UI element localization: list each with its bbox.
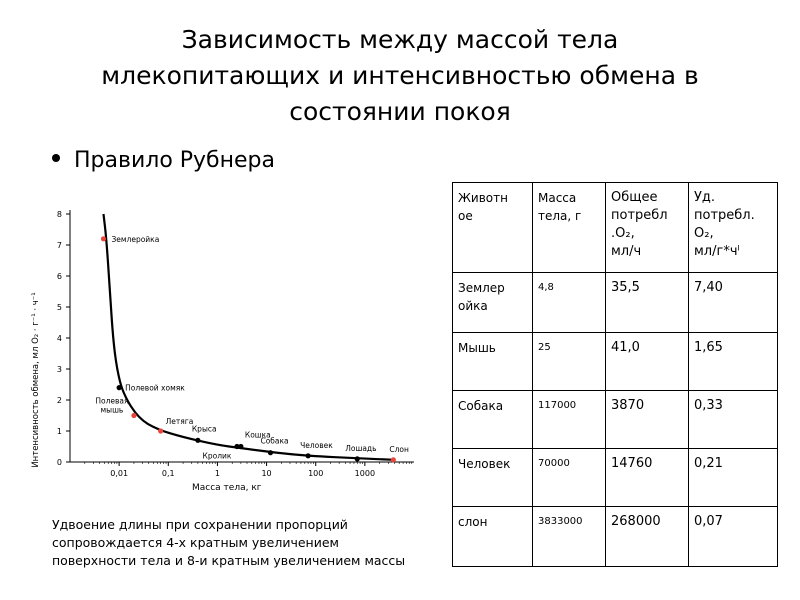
point-label: Слон [389,444,409,454]
data-point [268,450,273,455]
footnote-line-1: Удвоение длины при сохранении пропорций [52,517,348,532]
data-point [131,413,136,418]
point-label: Летяга [165,417,194,426]
header-specific-o2: Уд. потребл. O₂, мл/г*чˡ [689,183,778,273]
cell-animal: Землер ойка [453,273,533,333]
cell-specific: 0,07 [689,507,778,567]
x-tick-label: 0,01 [110,469,129,478]
table-row [453,507,778,567]
y-axis-label: Интенсивность обмена, мл O₂ · г⁻¹ · ч⁻¹ [31,292,41,468]
footnote-line-2: сопровождается 4-х кратным увеличением [52,535,339,550]
footnote [52,516,452,570]
point-label: Кролик [202,451,232,461]
cell-mass: 3833000 [533,507,606,567]
chart-axes [70,210,414,462]
point-label: Полевая [95,396,129,406]
title-line-2: млекопитающих и интенсивностью обмена в [101,61,699,90]
cell-animal: слон [453,507,533,567]
point-label: Крыса [191,424,217,434]
point-label: Собака [260,436,289,446]
x-tick-label: 1 [214,469,220,478]
title-line-3: состоянии покоя [289,97,511,126]
x-tick-label: 10 [261,469,272,478]
y-tick-label: 3 [56,365,62,374]
footnote-line-3: поверхности тела и 8-и кратным увеличением массы [52,553,406,568]
chart-point-labels [95,235,409,461]
x-tick-label: 1000 [354,469,376,478]
cell-mass: 117000 [533,391,606,449]
header-mass: Масса тела, г [533,183,606,273]
table-row [453,333,778,391]
table-header-row [453,183,778,273]
cell-total: 41,0 [606,333,689,391]
table-row [453,273,778,333]
cell-specific: 0,33 [689,391,778,449]
bullet-item [52,146,275,176]
metabolism-curve [103,214,394,460]
data-point [238,444,243,449]
cell-specific: 0,21 [689,449,778,507]
cell-total: 3870 [606,391,689,449]
cell-total: 268000 [606,507,689,567]
cell-total: 35,5 [606,273,689,333]
data-point [195,438,200,443]
point-label: мышь [100,405,124,415]
cell-animal: Собака [453,391,533,449]
point-label: Кошка [244,430,271,440]
y-tick-label: 6 [56,272,62,281]
bullet-dot-icon [52,154,60,162]
y-tick-label: 4 [56,334,62,343]
x-tick-label: 100 [308,469,324,478]
title-line-1: Зависимость между массой тела [181,25,619,54]
point-label: Землеройка [111,234,160,244]
bullet-text: Правило Рубнера [74,148,275,173]
cell-specific: 7,40 [689,273,778,333]
header-total-o2: Общее потребл .O₂, мл/ч [606,183,689,273]
y-tick-label: 0 [56,458,62,467]
cell-animal: Мышь [453,333,533,391]
cell-mass: 4,8 [533,273,606,333]
cell-specific: 1,65 [689,333,778,391]
data-point [355,456,360,461]
point-label: Лошадь [345,443,377,453]
y-tick-label: 5 [56,303,62,312]
data-point [391,457,396,462]
x-axis-label: Масса тела, кг [192,483,262,493]
data-point [158,428,163,433]
chart-svg [22,200,422,510]
table-row [453,391,778,449]
header-animal: Животн ое [453,183,533,273]
cell-mass: 25 [533,333,606,391]
chart-points [101,236,396,462]
data-point [117,385,122,390]
data-point [101,236,106,241]
cell-mass: 70000 [533,449,606,507]
data-point [306,453,311,458]
y-tick-label: 7 [56,241,62,250]
y-tick-label: 1 [56,427,62,436]
cell-total: 14760 [606,449,689,507]
y-tick-label: 8 [56,210,62,219]
table-row [453,449,778,507]
metabolism-table [452,182,778,567]
chart-ticks [57,210,412,478]
cell-animal: Человек [453,449,533,507]
point-label: Человек [300,440,333,450]
y-tick-label: 2 [56,396,62,405]
slide-title [40,22,760,130]
x-tick-label: 0,1 [161,469,175,478]
metabolism-chart [22,200,422,510]
point-label: Полевой хомяк [125,383,185,393]
